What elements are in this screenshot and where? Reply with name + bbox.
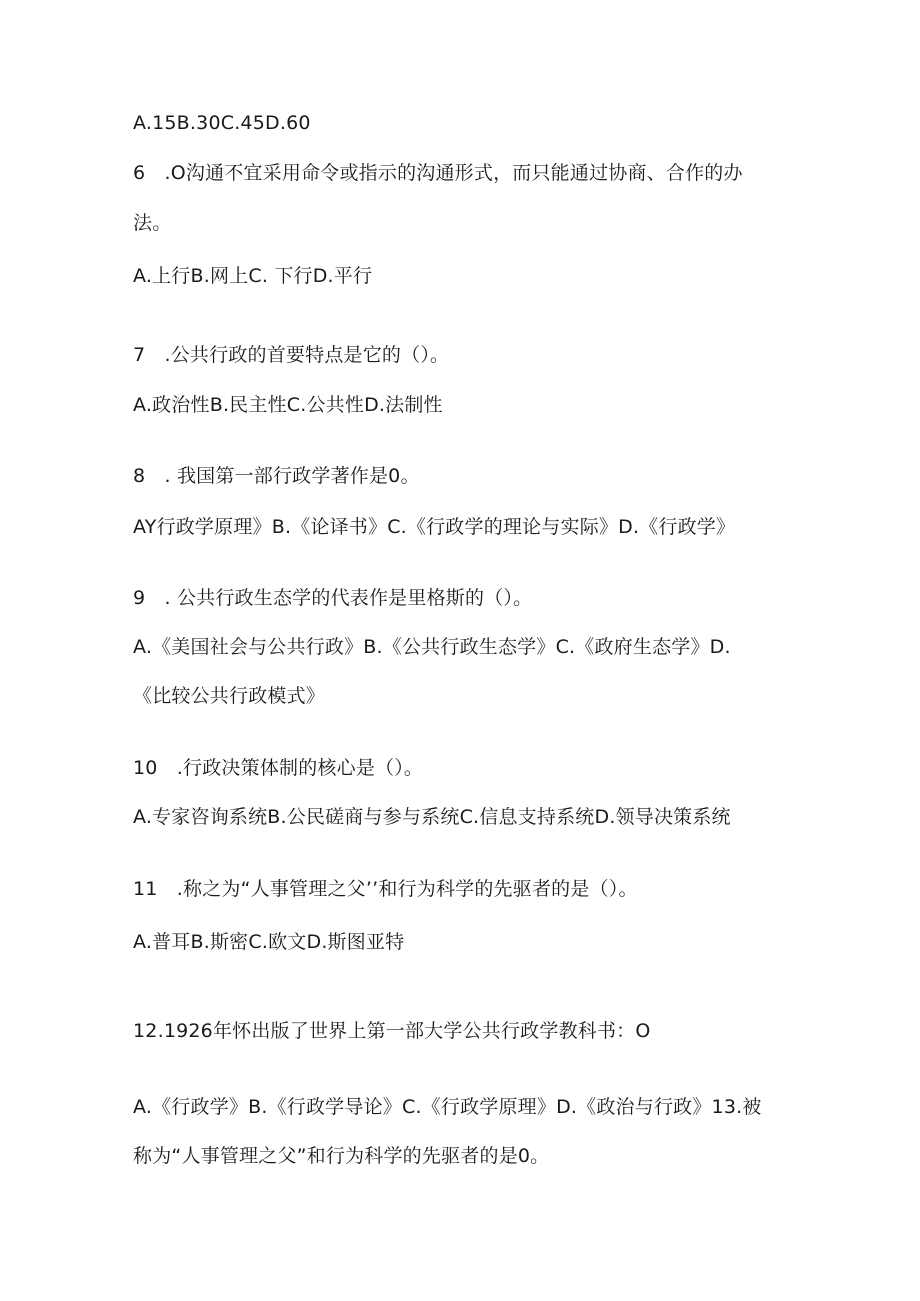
q13-stem-continued: 称为“人事管理之父”和行为科学的先驱者的是0。 [133, 1145, 550, 1167]
q8-stem: 8 . 我国第一部行政学著作是0。 [133, 465, 420, 487]
q9-options-continued: 《比较公共行政模式》 [133, 685, 326, 707]
q10-options: A.专家咨询系统B.公民磋商与参与系统C.信息支持系统D.领导决策系统 [133, 806, 731, 828]
q6-stem-continued: 法。 [133, 212, 172, 234]
q9-stem: 9 . 公共行政生态学的代表作是里格斯的（）。 [133, 587, 533, 609]
q11-stem: 11 .称之为“人事管理之父’’和行为科学的先驱者的是（）。 [133, 878, 638, 900]
q7-stem: 7 .公共行政的首要特点是它的（）。 [133, 344, 450, 366]
q8-options: AY行政学原理》B.《论译书》C.《行政学的理论与实际》D.《行政学》 [133, 516, 736, 538]
q7-options: A.政治性B.民主性C.公共性D.法制性 [133, 394, 443, 416]
q6-stem: 6 .O沟通不宜采用命令或指示的沟通形式，而只能通过协商、合作的办 [133, 162, 743, 184]
q10-stem: 10 .行政决策体制的核心是（）。 [133, 757, 424, 779]
q5-options: A.15B.30C.45D.60 [133, 112, 311, 134]
q11-options: A.普耳B.斯密C.欧文D.斯图亚特 [133, 931, 405, 953]
q6-options: A.上行B.网上C. 下行D.平行 [133, 265, 373, 287]
q9-options: A.《美国社会与公共行政》B.《公共行政生态学》C.《政府生态学》D. [133, 636, 731, 658]
q12-options: A.《行政学》B.《行政学导论》C.《行政学原理》D.《政治与行政》13.被 [133, 1096, 762, 1118]
q12-stem: 12.1926年怀出版了世界上第一部大学公共行政学教科书：O [133, 1020, 651, 1042]
